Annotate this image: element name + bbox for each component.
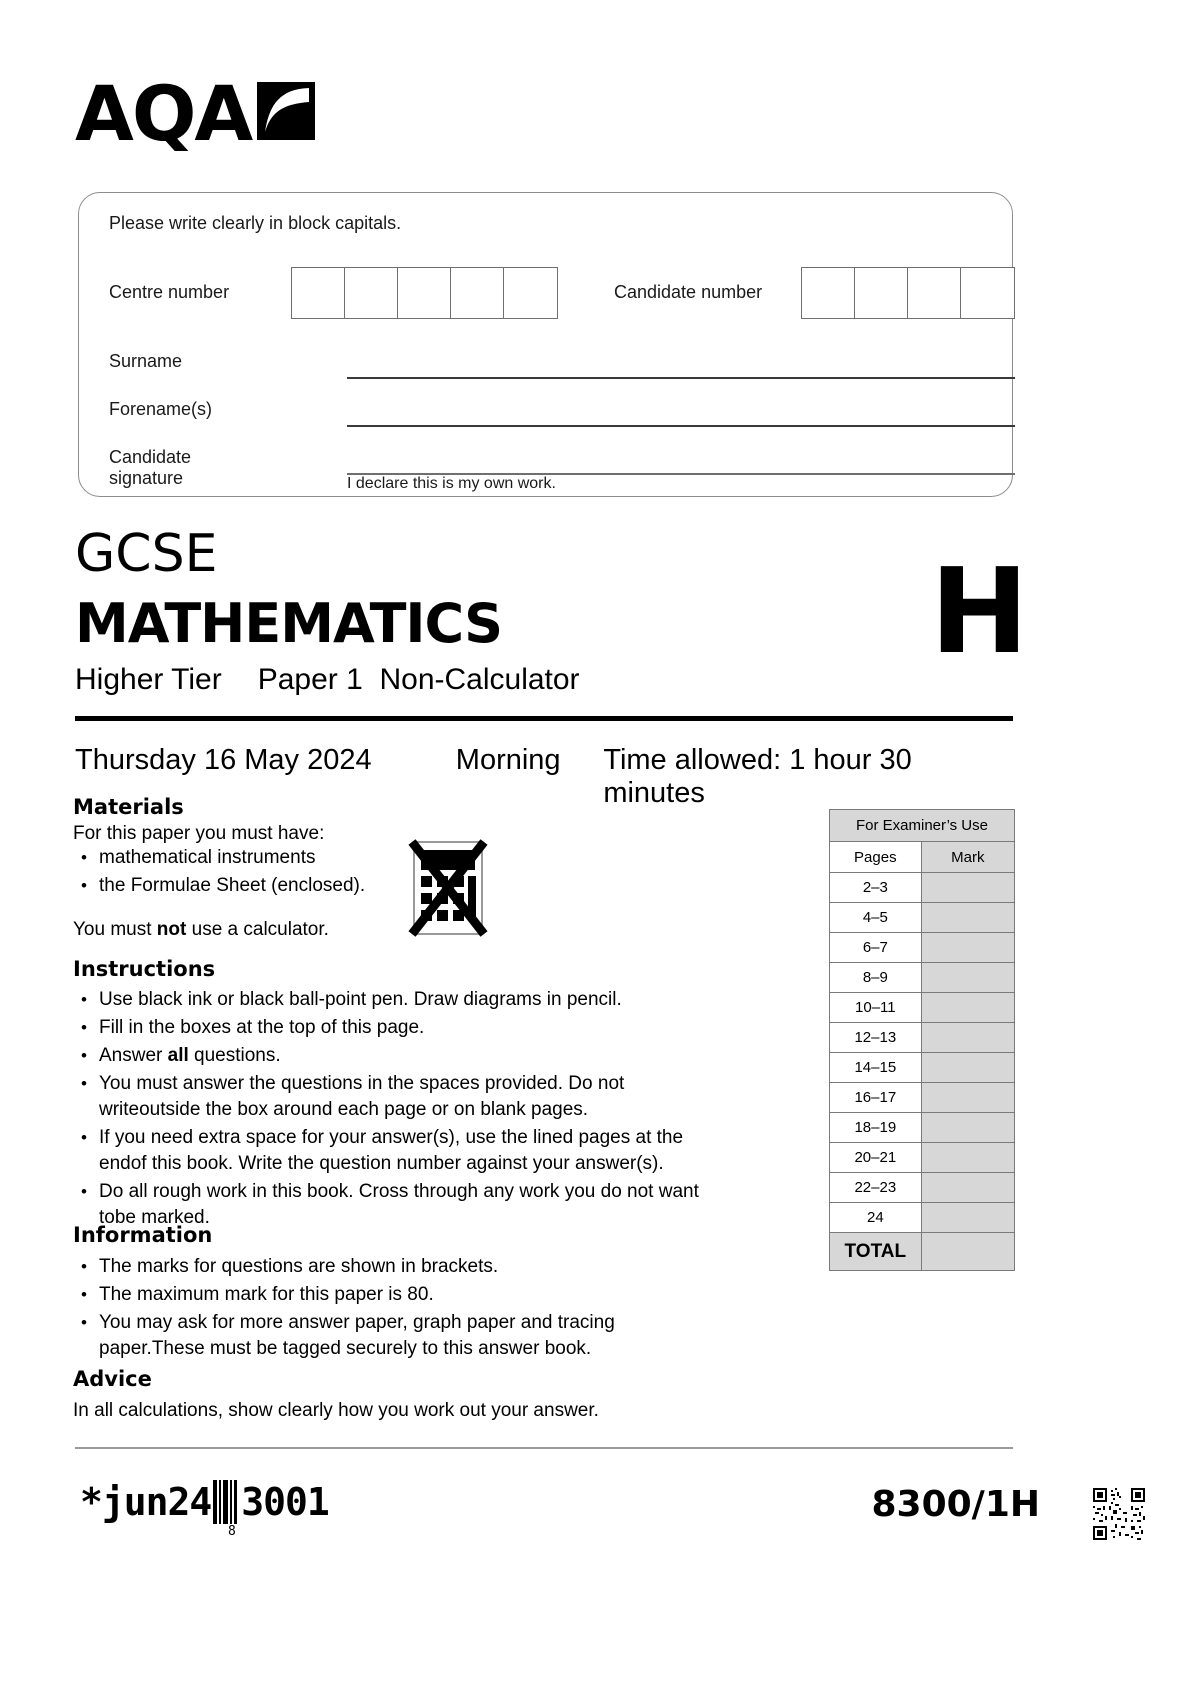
list-item: • The maximum mark for this paper is 80. bbox=[99, 1282, 719, 1308]
aqa-logo bbox=[75, 69, 315, 158]
forename-label: Forename(s) bbox=[109, 399, 213, 419]
list-item: • The marks for questions are shown in brackets. bbox=[99, 1254, 719, 1280]
table-row bbox=[830, 933, 1015, 963]
pages-cell: 16–17 bbox=[830, 1083, 922, 1113]
exam-datetime-line bbox=[75, 744, 1020, 810]
list-item bbox=[99, 1043, 719, 1069]
aqa-leaf-icon bbox=[257, 82, 315, 140]
paper-label: Paper 1 bbox=[257, 663, 363, 696]
pages-cell: 8–9 bbox=[830, 963, 922, 993]
no-calc-pre: You must bbox=[73, 919, 157, 940]
candidate-number-label: Candidate number bbox=[614, 282, 763, 302]
table-row bbox=[830, 1173, 1015, 1203]
barcode-text-left: *jun24 bbox=[80, 1480, 212, 1524]
paper-code: 8300/1H bbox=[871, 1484, 1040, 1525]
advice-heading: Advice bbox=[73, 1367, 152, 1391]
information-heading: Information bbox=[73, 1223, 213, 1247]
list-item: • Fill in the boxes at the top of this page. bbox=[99, 1015, 719, 1041]
item-pre: Answer bbox=[99, 1045, 168, 1066]
total-label: TOTAL bbox=[830, 1233, 922, 1271]
information-list bbox=[73, 1254, 719, 1364]
pages-cell: 4–5 bbox=[830, 903, 922, 933]
list-item: • Use black ink or black ball-point pen. Draw diagrams in pencil. bbox=[99, 987, 719, 1013]
qr-code-icon bbox=[1093, 1488, 1145, 1540]
table-row bbox=[830, 993, 1015, 1023]
pages-cell: 24 bbox=[830, 1203, 922, 1233]
centre-number-cell[interactable] bbox=[398, 268, 451, 318]
qualification-title: GCSE bbox=[75, 524, 218, 584]
forename-field[interactable] bbox=[347, 425, 1015, 427]
column-header-pages: Pages bbox=[830, 842, 922, 873]
total-mark-cell[interactable] bbox=[921, 1233, 1014, 1271]
table-row bbox=[830, 903, 1015, 933]
no-calculator-text bbox=[73, 917, 329, 942]
surname-field[interactable] bbox=[347, 377, 1015, 379]
item-emphasis: all bbox=[167, 1045, 189, 1066]
barcode-text-right: 3001 bbox=[241, 1480, 329, 1524]
mark-cell[interactable] bbox=[921, 1143, 1014, 1173]
block-capitals-note: Please write clearly in block capitals. bbox=[109, 213, 402, 233]
mark-cell[interactable] bbox=[921, 993, 1014, 1023]
mark-cell[interactable] bbox=[921, 1083, 1014, 1113]
pages-cell: 12–13 bbox=[830, 1023, 922, 1053]
list-item: • If you need extra space for your answer(s), use the lined pages at the endof this book. Write the question number against your answer(s). bbox=[99, 1125, 719, 1177]
centre-number-cell[interactable] bbox=[451, 268, 504, 318]
no-calc-post: use a calculator. bbox=[186, 919, 329, 940]
table-row bbox=[830, 1023, 1015, 1053]
pages-cell: 22–23 bbox=[830, 1173, 922, 1203]
mark-cell[interactable] bbox=[921, 963, 1014, 993]
declaration-text: I declare this is my own work. bbox=[347, 475, 556, 492]
no-calculator-icon bbox=[408, 838, 488, 938]
exam-time-allowed: Time allowed: 1 hour 30 minutes bbox=[603, 744, 912, 809]
candidate-number-cell[interactable] bbox=[908, 268, 961, 318]
mark-cell[interactable] bbox=[921, 1203, 1014, 1233]
header-divider bbox=[75, 716, 1013, 721]
pages-cell: 18–19 bbox=[830, 1113, 922, 1143]
candidate-number-input[interactable] bbox=[801, 267, 1015, 319]
table-row bbox=[830, 1113, 1015, 1143]
table-row bbox=[830, 1083, 1015, 1113]
candidate-number-cell[interactable] bbox=[855, 268, 908, 318]
pages-cell: 2–3 bbox=[830, 873, 922, 903]
tier-label: Higher Tier bbox=[75, 663, 222, 696]
candidate-number-cell[interactable] bbox=[961, 268, 1014, 318]
mark-cell[interactable] bbox=[921, 1173, 1014, 1203]
examiner-table-title: For Examiner’s Use bbox=[830, 810, 1015, 842]
mark-cell[interactable] bbox=[921, 1053, 1014, 1083]
advice-text: In all calculations, show clearly how you work out your answer. bbox=[73, 1400, 599, 1421]
surname-label: Surname bbox=[109, 351, 183, 371]
mark-cell[interactable] bbox=[921, 873, 1014, 903]
mark-cell[interactable] bbox=[921, 903, 1014, 933]
centre-number-input[interactable] bbox=[291, 267, 558, 319]
examiner-use-table bbox=[829, 809, 1015, 1271]
table-row bbox=[830, 1203, 1015, 1233]
pages-cell: 10–11 bbox=[830, 993, 922, 1023]
materials-heading: Materials bbox=[73, 795, 184, 819]
table-row bbox=[830, 963, 1015, 993]
signature-label: Candidate signature bbox=[109, 447, 192, 488]
list-item: • You must answer the questions in the spaces provided. Do not writeoutside the box around each page or on blank pages. bbox=[99, 1071, 719, 1123]
table-row-total bbox=[830, 1233, 1015, 1271]
no-calc-emphasis: not bbox=[156, 919, 187, 940]
paper-subtitle bbox=[75, 663, 580, 697]
exam-session: Morning bbox=[455, 744, 561, 776]
candidate-details-box bbox=[78, 192, 1013, 497]
tier-letter-badge: H bbox=[930, 542, 1029, 680]
table-row bbox=[830, 810, 1015, 842]
mark-cell[interactable] bbox=[921, 1023, 1014, 1053]
number-row bbox=[109, 267, 1042, 319]
footer-divider bbox=[75, 1447, 1013, 1449]
list-item: • mathematical instruments bbox=[99, 845, 499, 871]
subject-title: MATHEMATICS bbox=[75, 592, 503, 655]
list-item: • Do all rough work in this book. Cross through any work you do not want tobe marked. bbox=[99, 1179, 719, 1231]
barcode-subdigit: 8 bbox=[228, 1524, 236, 1539]
centre-number-cell[interactable] bbox=[292, 268, 345, 318]
instructions-list bbox=[73, 987, 719, 1233]
table-row bbox=[830, 1053, 1015, 1083]
candidate-number-cell[interactable] bbox=[802, 268, 855, 318]
centre-number-label: Centre number bbox=[109, 282, 230, 302]
table-row bbox=[830, 1143, 1015, 1173]
column-header-mark: Mark bbox=[921, 842, 1014, 873]
calculator-label: Non-Calculator bbox=[379, 663, 580, 696]
centre-number-cell[interactable] bbox=[504, 268, 557, 318]
item-post: questions. bbox=[188, 1045, 281, 1066]
list-item: • the Formulae Sheet (enclosed). bbox=[99, 873, 499, 899]
aqa-wordmark: AQA bbox=[75, 69, 252, 158]
pages-cell: 6–7 bbox=[830, 933, 922, 963]
centre-number-cell[interactable] bbox=[345, 268, 398, 318]
pages-cell: 14–15 bbox=[830, 1053, 922, 1083]
barcode-icon bbox=[213, 1480, 239, 1524]
mark-cell[interactable] bbox=[921, 933, 1014, 963]
table-row bbox=[830, 873, 1015, 903]
mark-cell[interactable] bbox=[921, 1113, 1014, 1143]
list-item: • You may ask for more answer paper, graph paper and tracing paper.These must be tagged securely to this answer book. bbox=[99, 1310, 719, 1362]
materials-intro: For this paper you must have: bbox=[73, 823, 325, 844]
table-row bbox=[830, 842, 1015, 873]
barcode-label bbox=[80, 1480, 329, 1524]
instructions-heading: Instructions bbox=[73, 957, 216, 981]
exam-date: Thursday 16 May 2024 bbox=[75, 744, 372, 776]
pages-cell: 20–21 bbox=[830, 1143, 922, 1173]
